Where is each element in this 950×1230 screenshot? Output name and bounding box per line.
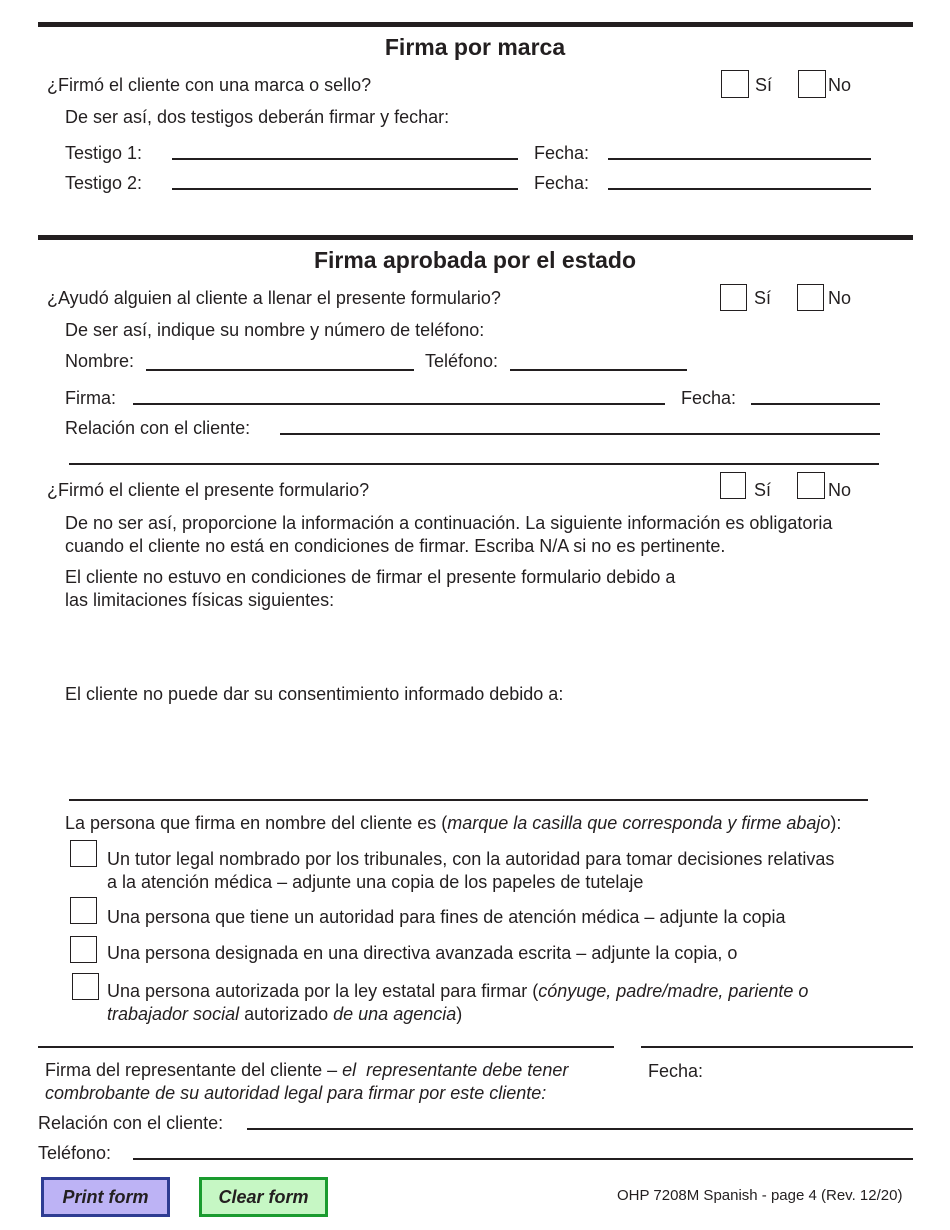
- physical-limitations-text: [65, 566, 675, 612]
- signed-no-checkbox[interactable]: [797, 472, 825, 499]
- representative-signature-italic: combrobante de su autoridad legal para firmar por este cliente:: [45, 1083, 547, 1103]
- representative-signature-italic: el representante debe tener: [342, 1060, 569, 1080]
- option-state-law-text: [107, 980, 808, 1026]
- representative-signature-line: [45, 1059, 568, 1082]
- helper-phone-label: Teléfono:: [425, 351, 499, 371]
- option-state-law-italic: cónyuge, padre/madre, pariente o: [538, 981, 809, 1001]
- limitations-line: El cliente no estuvo en condiciones de firmar el presente formulario debido a: [65, 567, 676, 587]
- representative-signature-line: [45, 1082, 568, 1105]
- witness2-date-field[interactable]: [608, 188, 871, 190]
- helper-relationship-field[interactable]: [280, 433, 880, 435]
- mark-question: ¿Firmó el cliente con una marca o sello?: [47, 75, 372, 95]
- representative-date-field[interactable]: [641, 1046, 913, 1048]
- signer-intro-italic: marque la casilla que corresponda y firme abajo: [447, 813, 831, 833]
- option-healthcare-authority-text: Una persona que tiene un autoridad para fines de atención médica – adjunte la copia: [107, 907, 786, 927]
- helper-signature-field[interactable]: [133, 403, 665, 405]
- representative-relationship-field[interactable]: [247, 1128, 913, 1130]
- option-guardian-line: Un tutor legal nombrado por los tribunales, con la autoridad para tomar decisiones relativas: [107, 849, 835, 869]
- representative-signature-label: [45, 1059, 568, 1105]
- witness1-label: Testigo 1:: [65, 143, 143, 163]
- section-divider: [38, 22, 913, 27]
- not-signed-line: cuando el cliente no está en condiciones de firmar. Escriba N/A si no es pertinente.: [65, 536, 726, 556]
- mark-yes-label: Sí: [755, 75, 773, 95]
- helper-name-field[interactable]: [146, 369, 414, 371]
- witness2-signature-field[interactable]: [172, 188, 518, 190]
- witness1-signature-field[interactable]: [172, 158, 518, 160]
- state-signature-title: Firma aprobada por el estado: [313, 247, 637, 273]
- signed-question: ¿Firmó el cliente el presente formulario?: [47, 480, 370, 500]
- helped-no-label: No: [828, 288, 852, 308]
- option-guardian-checkbox[interactable]: [70, 840, 97, 867]
- mark-no-label: No: [828, 75, 852, 95]
- representative-phone-label: Teléfono:: [38, 1143, 112, 1163]
- helper-relationship-label: Relación con el cliente:: [65, 418, 251, 438]
- helper-date-label: Fecha:: [681, 388, 737, 408]
- representative-date-label: Fecha:: [648, 1061, 704, 1081]
- helped-instruction: De ser así, indique su nombre y número de teléfono:: [65, 320, 485, 340]
- print-form-button[interactable]: Print form: [41, 1177, 170, 1217]
- form-id: OHP 7208M Spanish - page 4 (Rev. 12/20): [617, 1187, 903, 1204]
- option-state-law-line: [107, 980, 808, 1003]
- option-state-law-italic: de una agencia: [333, 1004, 457, 1024]
- witness2-date-label: Fecha:: [534, 173, 590, 193]
- helper-date-field[interactable]: [751, 403, 880, 405]
- helped-question: ¿Ayudó alguien al cliente a llenar el presente formulario?: [47, 288, 501, 308]
- consent-text: El cliente no puede dar su consentimiento informado debido a:: [65, 684, 564, 704]
- helped-yes-checkbox[interactable]: [720, 284, 747, 311]
- representative-phone-field[interactable]: [133, 1158, 913, 1160]
- option-guardian-line: a la atención médica – adjunte una copia de los papeles de tutelaje: [107, 872, 644, 892]
- section-divider: [38, 235, 913, 240]
- signed-yes-checkbox[interactable]: [720, 472, 746, 499]
- helper-phone-field[interactable]: [510, 369, 687, 371]
- limitations-line: las limitaciones físicas siguientes:: [65, 590, 335, 610]
- mark-no-checkbox[interactable]: [798, 70, 826, 98]
- option-guardian-text: [107, 848, 834, 894]
- option-state-law-prefix: Una persona autorizada por la ley estatal para firmar (: [107, 981, 539, 1001]
- option-healthcare-authority-checkbox[interactable]: [70, 897, 97, 924]
- not-signed-line: De no ser así, proporcione la información a continuación. La siguiente información es obligatoria: [65, 513, 833, 533]
- signer-intro-suffix: ):: [830, 813, 842, 833]
- option-advance-directive-checkbox[interactable]: [70, 936, 97, 963]
- option-state-law-italic: trabajador social: [107, 1004, 240, 1024]
- witness1-date-field[interactable]: [608, 158, 871, 160]
- witness2-label: Testigo 2:: [65, 173, 143, 193]
- helper-signature-label: Firma:: [65, 388, 116, 408]
- mark-instruction: De ser así, dos testigos deberán firmar y fechar:: [65, 107, 450, 127]
- clear-form-button[interactable]: Clear form: [199, 1177, 328, 1217]
- signer-intro-text: La persona que firma en nombre del cliente es (: [65, 813, 448, 833]
- option-state-law-line: [107, 1003, 808, 1026]
- signer-intro: [65, 813, 841, 834]
- mark-signature-title: Firma por marca: [384, 34, 566, 60]
- representative-signature-field[interactable]: [38, 1046, 614, 1048]
- representative-relationship-label: Relación con el cliente:: [38, 1113, 224, 1133]
- mark-yes-checkbox[interactable]: [721, 70, 749, 98]
- physical-limitations-field[interactable]: [65, 612, 880, 672]
- consent-reason-field[interactable]: [65, 710, 880, 790]
- option-state-law-checkbox[interactable]: [72, 973, 99, 1000]
- representative-signature-prefix: Firma del representante del cliente –: [45, 1060, 343, 1080]
- option-advance-directive-text: Una persona designada en una directiva avanzada escrita – adjunte la copia, o: [107, 943, 738, 963]
- helper-name-label: Nombre:: [65, 351, 135, 371]
- helped-no-checkbox[interactable]: [797, 284, 824, 311]
- not-signed-instructions: [65, 512, 832, 558]
- helper-relationship-field-continued[interactable]: [69, 463, 879, 465]
- signed-yes-label: Sí: [754, 480, 772, 500]
- signed-no-label: No: [828, 480, 852, 500]
- consent-reason-underline: [69, 799, 868, 801]
- option-state-law-suffix: ): [456, 1004, 463, 1024]
- option-state-law-mid: autorizado: [239, 1004, 334, 1024]
- witness1-date-label: Fecha:: [534, 143, 590, 163]
- helped-yes-label: Sí: [754, 288, 772, 308]
